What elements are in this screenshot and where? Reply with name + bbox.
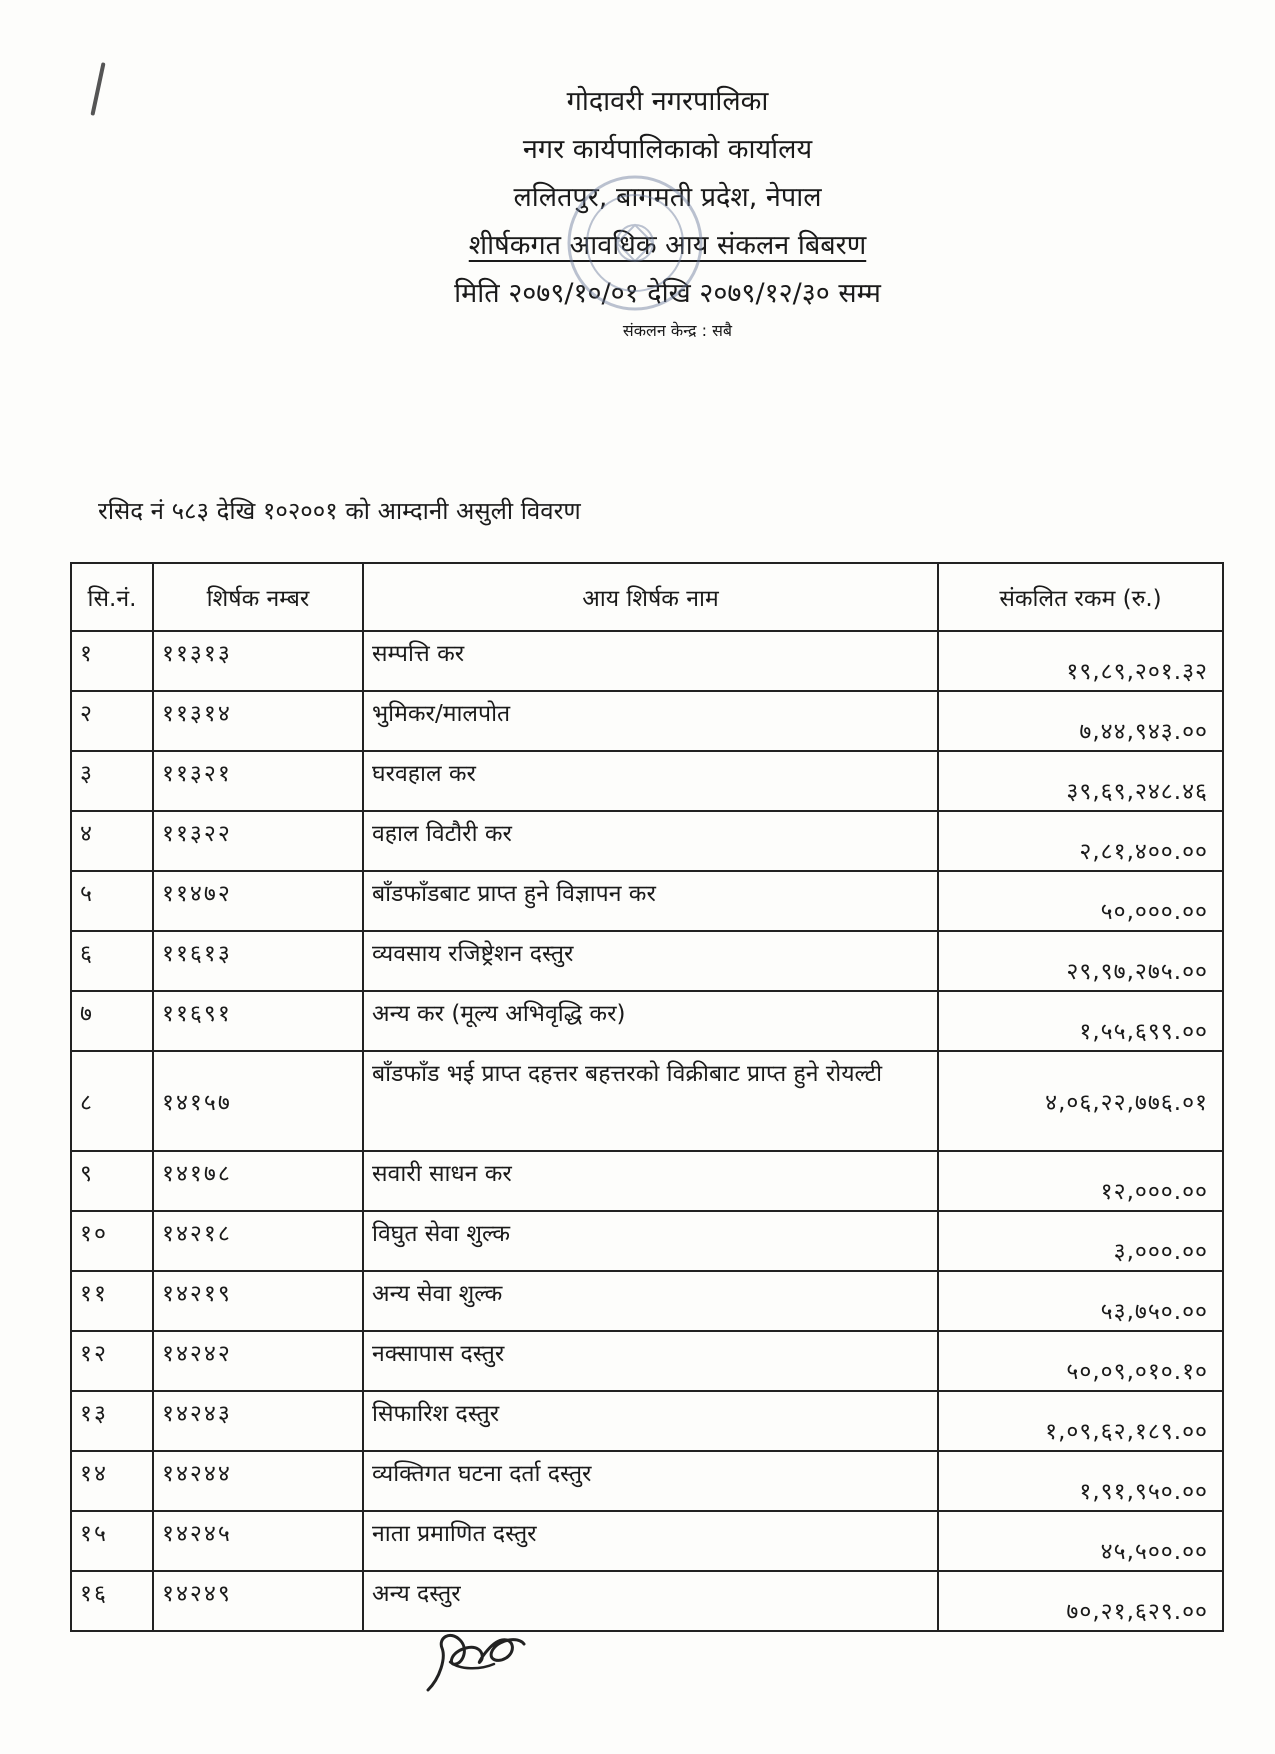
row-code: ११४७२ [153, 871, 363, 931]
column-header-code: शिर्षक नम्बर [153, 563, 363, 631]
row-sn: ७ [71, 991, 153, 1051]
table-row [71, 1331, 1223, 1391]
row-code: ११३१४ [153, 691, 363, 751]
row-name: व्यवसाय रजिष्ट्रेशन दस्तुर [363, 931, 938, 991]
row-name: बाँडफाँड भई प्राप्त दहत्तर बहत्तरको विक्रीबाट प्राप्त हुने रोयल्टी [363, 1051, 938, 1151]
table-row [71, 1511, 1223, 1571]
table-row [71, 751, 1223, 811]
row-amount: १९,८९,२०१.३२ [938, 631, 1223, 691]
row-amount: ५३,७५०.०० [938, 1271, 1223, 1331]
table-row [71, 1571, 1223, 1631]
table-row [71, 991, 1223, 1051]
row-name: भुमिकर/मालपोत [363, 691, 938, 751]
table-row [71, 811, 1223, 871]
row-sn: ५ [71, 871, 153, 931]
row-sn: १२ [71, 1331, 153, 1391]
row-code: ११६९१ [153, 991, 363, 1051]
office-name: नगर कार्यपालिकाको कार्यालय [522, 134, 813, 165]
row-name: विघुत सेवा शुल्क [363, 1211, 938, 1271]
row-name: अन्य दस्तुर [363, 1571, 938, 1631]
row-code: ११३२१ [153, 751, 363, 811]
row-amount: २९,९७,२७५.०० [938, 931, 1223, 991]
row-amount: ७,४४,९४३.०० [938, 691, 1223, 751]
date-range: मिति २०७९/१०/०१ देखि २०७९/१२/३० सम्म [454, 278, 881, 309]
table-row [71, 1391, 1223, 1451]
row-sn: ११ [71, 1271, 153, 1331]
table-row [71, 691, 1223, 751]
row-name: बाँडफाँडबाट प्राप्त हुने विज्ञापन कर [363, 871, 938, 931]
row-amount: २,८१,४००.०० [938, 811, 1223, 871]
column-header-sn: सि.नं. [71, 563, 153, 631]
row-sn: १० [71, 1211, 153, 1271]
row-sn: १३ [71, 1391, 153, 1451]
row-sn: २ [71, 691, 153, 751]
row-sn: १५ [71, 1511, 153, 1571]
receipt-range-caption: रसिद नं ५८३ देखि १०२००१ को आम्दानी असुली विवरण [98, 497, 581, 525]
row-amount: १२,०००.०० [938, 1151, 1223, 1211]
collection-center: संकलन केन्द्र : सबै [622, 321, 733, 340]
row-amount: ४५,५००.०० [938, 1511, 1223, 1571]
municipality-name: गोदावरी नगरपालिका [566, 86, 769, 117]
row-name: सिफारिश दस्तुर [363, 1391, 938, 1451]
row-code: १४१७८ [153, 1151, 363, 1211]
table-row [71, 631, 1223, 691]
handwritten-signature [420, 1618, 530, 1698]
row-code: ११३२२ [153, 811, 363, 871]
row-code: १४२१९ [153, 1271, 363, 1331]
row-name: नक्सापास दस्तुर [363, 1331, 938, 1391]
row-name: सम्पत्ति कर [363, 631, 938, 691]
row-name: अन्य कर (मूल्य अभिवृद्धि कर) [363, 991, 938, 1051]
table-row [71, 1211, 1223, 1271]
column-header-amount: संकलित रकम (रु.) [938, 563, 1223, 631]
row-sn: १४ [71, 1451, 153, 1511]
table-header-row [71, 563, 1223, 631]
row-name: वहाल विटौरी कर [363, 811, 938, 871]
row-code: ११३१३ [153, 631, 363, 691]
row-sn: १ [71, 631, 153, 691]
row-code: १४२४३ [153, 1391, 363, 1451]
table-row [71, 1271, 1223, 1331]
row-name: सवारी साधन कर [363, 1151, 938, 1211]
row-code: १४२४२ [153, 1331, 363, 1391]
row-code: १४२४५ [153, 1511, 363, 1571]
row-sn: ८ [71, 1051, 153, 1151]
row-amount: ७०,२१,६२९.०० [938, 1571, 1223, 1631]
row-sn: ९ [71, 1151, 153, 1211]
row-amount: ४,०६,२२,७७६.०१ [938, 1051, 1223, 1151]
table-row [71, 1151, 1223, 1211]
row-amount: ३,०००.०० [938, 1211, 1223, 1271]
row-name: घरवहाल कर [363, 751, 938, 811]
column-header-name: आय शिर्षक नाम [363, 563, 938, 631]
row-amount: ५०,०००.०० [938, 871, 1223, 931]
row-code: १४२४९ [153, 1571, 363, 1631]
table-row [71, 1451, 1223, 1511]
row-amount: ५०,०९,०१०.१० [938, 1331, 1223, 1391]
row-sn: ६ [71, 931, 153, 991]
revenue-table [70, 562, 1224, 1632]
row-amount: ३९,६९,२४८.४६ [938, 751, 1223, 811]
row-code: १४२१८ [153, 1211, 363, 1271]
row-code: १४१५७ [153, 1051, 363, 1151]
table-row [71, 931, 1223, 991]
row-amount: १,९१,९५०.०० [938, 1451, 1223, 1511]
row-name: अन्य सेवा शुल्क [363, 1271, 938, 1331]
row-sn: १६ [71, 1571, 153, 1631]
table-row [71, 1051, 1223, 1151]
official-seal-stamp [555, 168, 715, 318]
row-amount: १,०९,६२,१८९.०० [938, 1391, 1223, 1451]
table-row [71, 871, 1223, 931]
row-code: १४२४४ [153, 1451, 363, 1511]
row-sn: ३ [71, 751, 153, 811]
row-name: नाता प्रमाणित दस्तुर [363, 1511, 938, 1571]
row-code: ११६१३ [153, 931, 363, 991]
row-sn: ४ [71, 811, 153, 871]
row-name: व्यक्तिगत घटना दर्ता दस्तुर [363, 1451, 938, 1511]
office-address: ललितपुर, बागमती प्रदेश, नेपाल [513, 182, 822, 213]
report-title-text: शीर्षकगत आवधिक आय संकलन बिबरण [468, 230, 867, 261]
row-amount: १,५५,६९९.०० [938, 991, 1223, 1051]
